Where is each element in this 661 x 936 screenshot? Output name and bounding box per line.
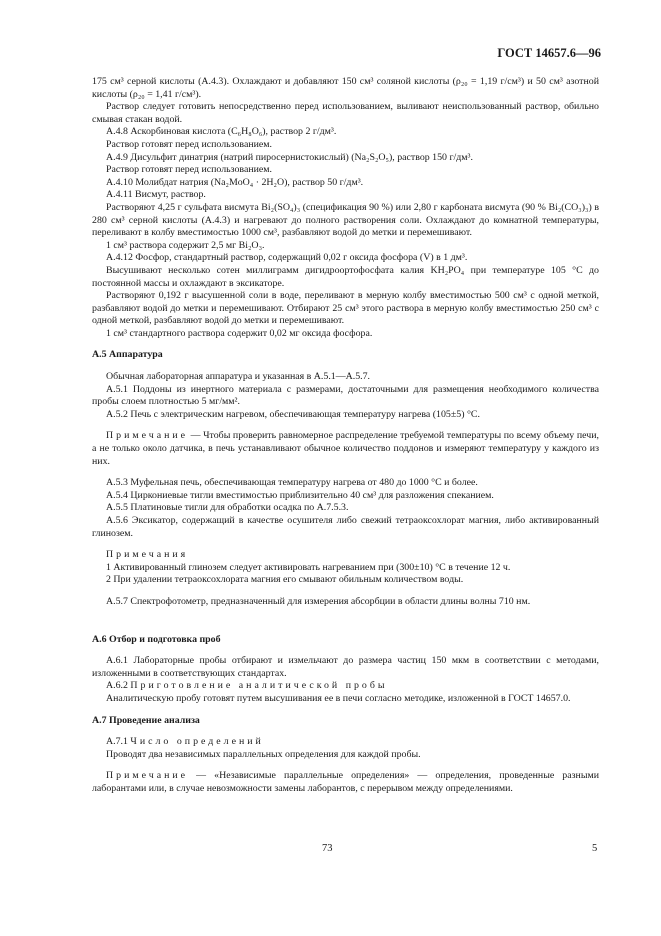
- paragraph: Раствор следует готовить непосредственно перед использованием, выливают неиспользованный раствор, обильно смывая стакан водой.: [92, 101, 599, 125]
- clause-number: А.7.1: [106, 736, 131, 748]
- clause-a56: А.5.6 Эксикатор, содержащий в качестве осушителя либо свежий тетраоксохлорат магния, либо активированный глинозем.: [92, 515, 599, 539]
- paragraph: 1 см³ раствора содержит 2,5 мг Bi₂O₃.: [106, 239, 265, 251]
- clause-a62: [92, 680, 599, 693]
- clause-a52: А.5.2 Печь с электрическим нагревом, обеспечивающая температуру нагрева (105±5) °С.: [106, 408, 480, 420]
- clause-a48: А.4.8 Аскорбиновая кислота (C₆H₈O₆), раствор 2 г/дм³.: [106, 126, 337, 138]
- clause-a49: А.4.9 Дисульфит динатрия (натрий пиросернистокислый) (Na₂S₂O₅), раствор 150 г/дм³.: [106, 151, 473, 163]
- paragraph: Раствор готовят перед использованием.: [106, 138, 273, 150]
- paragraph: Растворяют 4,25 г сульфата висмута Bi₂(SO₄)₃ (спецификация 90 %) или 2,80 г карбоната висмута (90 % Bi₂(CO₃)₃) в 280 см³ серной кислоты (А.4.3) и нагревают до полного растворения соли. Охлаждают до комнатной температуры, переливают в колбу вместимостью 1000 см³, разбавляют водой до метки и перемешивают.: [92, 201, 599, 239]
- clause-a55: А.5.5 Платиновые тигли для обработки осадка по А.7.5.3.: [106, 502, 349, 514]
- paragraph: Раствор готовят перед использованием.: [106, 164, 273, 176]
- note: [92, 430, 599, 468]
- section-heading-a6: А.6 Отбор и подготовка проб: [92, 633, 221, 645]
- paragraph: 175 см³ серной кислоты (А.4.3). Охлаждают и добавляют 150 см³ соляной кислоты (ρ₂₀ = 1,19 г/см³) и 50 см³ азотной кислоты (ρ₂₀ = 1,41 г/см³).: [92, 76, 599, 100]
- clause-a412: А.4.12 Фосфор, стандартный раствор, содержащий 0,02 г оксида фосфора (V) в 1 дм³.: [106, 252, 468, 264]
- note-text: — Чтобы проверить равномерное распределение требуемой температуры по всему объему печи, а не только около датчика, в печь устанавливают обычное количество поддонов и измеряют температуру у каждого из них.: [92, 430, 599, 467]
- section-heading-a5: А.5 Аппаратура: [92, 349, 163, 361]
- note-label: Примечание: [106, 770, 189, 782]
- clause-a53: А.5.3 Муфельная печь, обеспечивающая температуру нагрева от 480 до 1000 °С и более.: [106, 477, 478, 489]
- note-text: — «Независимые параллельные определения» — определения, проведенные разными лаборантами или, в случае невозможности замены лаборантов, с перерывом между определениями.: [92, 770, 599, 794]
- standard-header: ГОСТ 14657.6—96: [497, 46, 601, 60]
- clause-a57: А.5.7 Спектрофотометр, предназначенный для измерения абсорбции в области длины волны 710 нм.: [106, 595, 531, 607]
- note-label: Примечание: [106, 430, 189, 442]
- clause-a54: А.5.4 Циркониевые тигли вместимостью приблизительно 40 см³ для разложения спеканием.: [106, 489, 494, 501]
- section-heading-a7: А.7 Проведение анализа: [92, 714, 200, 726]
- clause-title: Приготовление аналитической пробы: [130, 680, 388, 692]
- clause-a61: А.6.1 Лабораторные пробы отбирают и измельчают до размера частиц 150 мкм в соответствии с методами, изложенными в соответствующих стандартах.: [92, 655, 599, 679]
- clause-title: Число определений: [130, 736, 264, 748]
- document-body: [92, 76, 599, 796]
- paragraph: Аналитическую пробу готовят путем высушивания ее в печи согласно методике, изложенной в ГОСТ 14657.0.: [106, 692, 571, 704]
- clause-a410: А.4.10 Молибдат натрия (Na₂MoO₄ · 2H₂O), раствор 50 г/дм³.: [106, 176, 364, 188]
- paragraph: Проводят два независимых параллельных определения для каждой пробы.: [106, 748, 421, 760]
- paragraph: 1 см³ стандартного раствора содержит 0,02 мг оксида фосфора.: [106, 327, 373, 339]
- clause-number: А.6.2: [106, 680, 131, 692]
- clause-a51: А.5.1 Поддоны из инертного материала с размерами, достаточными для размещения необходимого количества пробы слоем плотностью 5 мг/мм².: [92, 383, 599, 408]
- note-item: 1 Активированный глинозем следует активировать нагреванием при (300±10) °С в течение 12 ч.: [106, 561, 511, 573]
- paragraph: Обычная лабораторная аппаратура и указанная в А.5.1—А.5.7.: [106, 371, 371, 383]
- note-item: 2 При удалении тетраоксохлората магния его смывают обильным количеством воды.: [106, 574, 464, 586]
- notes-label: Примечания: [106, 549, 189, 561]
- note: [92, 770, 599, 795]
- paragraph: Растворяют 0,192 г высушенной соли в воде, переливают в мерную колбу вместимостью 500 см³ с одной меткой, разбавляют водой до метки и перемешивают. Отбирают 25 см³ этого раствора в мерную колбу вместимостью 250 см³ с одной меткой, разбавляют водой до метки и перемешивают.: [92, 290, 599, 327]
- clause-a411: А.4.11 Висмут, раствор.: [106, 189, 206, 201]
- paragraph: Высушивают несколько сотен миллиграмм дигидроортофосфата калия KH₂PO₄ при температуре 105 °С до постоянной массы и охлаждают в эксикаторе.: [92, 264, 599, 289]
- page-number-center: 73: [322, 843, 333, 854]
- page-number-right: 5: [592, 843, 598, 854]
- clause-a71: [92, 736, 599, 749]
